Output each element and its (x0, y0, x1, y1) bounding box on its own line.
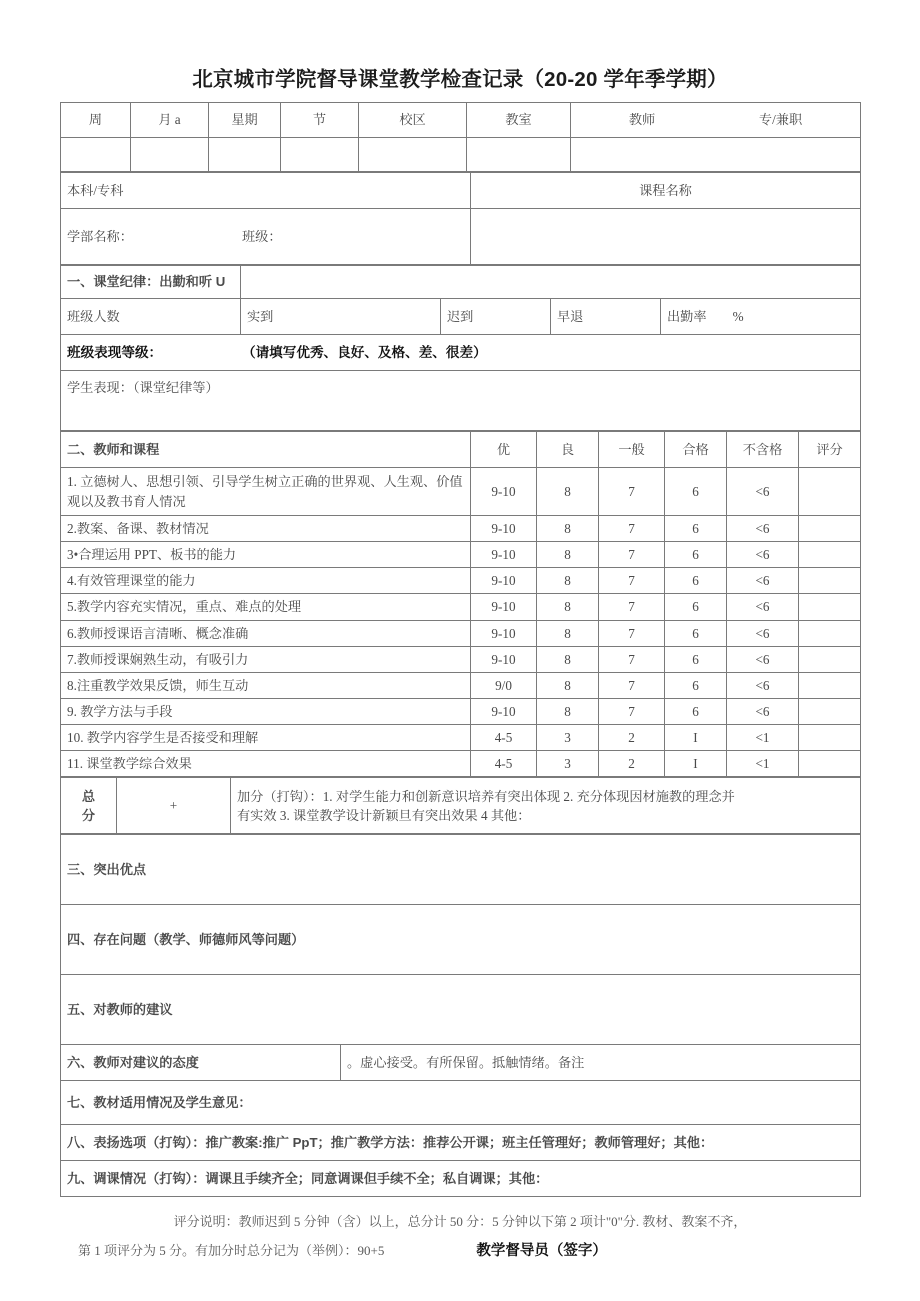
basic-info-value-row (61, 138, 861, 172)
section-five-heading: 五、对教师的建议 (61, 975, 861, 1045)
criterion-3-score-input[interactable] (799, 542, 861, 568)
criterion-8-score-input[interactable] (799, 672, 861, 698)
criterion-9-score-input[interactable] (799, 698, 861, 724)
criterion-9-fail: <6 (727, 698, 799, 724)
criterion-10-average: 2 (599, 725, 665, 751)
class-label: 班级： (242, 228, 282, 244)
criterion-9-average: 7 (599, 698, 665, 724)
table-row (61, 751, 861, 777)
basic-info-header-row (61, 103, 861, 138)
criterion-6-pass: 6 (665, 620, 727, 646)
criterion-3-fail: <6 (727, 542, 799, 568)
early-leave-label: 早退 (551, 299, 661, 335)
attendance-rate-unit: % (732, 308, 744, 324)
criterion-9-pass: 6 (665, 698, 727, 724)
criterion-7-pass: 6 (665, 646, 727, 672)
value-month[interactable] (131, 138, 209, 172)
table-row (61, 672, 861, 698)
criterion-11-pass: I (665, 751, 727, 777)
section-one-heading-row (61, 266, 861, 299)
section-four-row[interactable] (61, 905, 861, 975)
criterion-6-good: 8 (537, 620, 599, 646)
criterion-11-fail: <1 (727, 751, 799, 777)
degree-type-label: 本科/专科 (61, 173, 471, 209)
bonus-line-2: 有实效 3. 课堂教学设计新颖旦有突出效果 4 其他： (237, 807, 531, 823)
criterion-6-score-input[interactable] (799, 620, 861, 646)
scoring-note-line-1: 评分说明：教师迟到 5 分钟（含）以上，总分计 50 分：5 分钟以下第 2 项计"0"分. 教材、教案不齐， (173, 1214, 747, 1230)
criterion-3-average: 7 (599, 542, 665, 568)
column-score: 评分 (799, 432, 861, 468)
course-name-label: 课程名称 (471, 173, 861, 209)
criterion-1-score-input[interactable] (799, 468, 861, 516)
header-employment-type: 专/兼职 (758, 112, 803, 128)
section-one-heading-blank[interactable] (241, 266, 861, 299)
column-average: 一般 (599, 432, 665, 468)
criterion-4-pass: 6 (665, 568, 727, 594)
basic-info-table (60, 102, 861, 172)
criterion-2-pass: 6 (665, 516, 727, 542)
column-good: 良 (537, 432, 599, 468)
criterion-2-average: 7 (599, 516, 665, 542)
total-score-label-line1: 总 (81, 788, 96, 804)
criterion-4: 4.有效管理课堂的能力 (61, 568, 471, 594)
bonus-options-cell[interactable] (231, 778, 861, 834)
criterion-1-pass: 6 (665, 468, 727, 516)
section-six-options[interactable]: 。虚心接受。有所保留。抵触情绪。备注 (341, 1045, 861, 1081)
section-two-heading: 二、教师和课程 (61, 432, 471, 468)
header-campus: 校区 (359, 103, 467, 138)
criterion-6-excellent: 9-10 (471, 620, 537, 646)
criterion-4-average: 7 (599, 568, 665, 594)
header-classroom: 教室 (467, 103, 571, 138)
value-campus[interactable] (359, 138, 467, 172)
criterion-9-good: 8 (537, 698, 599, 724)
criterion-7: 7.教师授课娴熟生动，有吸引力 (61, 646, 471, 672)
table-row (61, 698, 861, 724)
value-week[interactable] (61, 138, 131, 172)
criterion-5-pass: 6 (665, 594, 727, 620)
total-score-label-line2: 分 (81, 807, 96, 823)
criterion-10-excellent: 4-5 (471, 725, 537, 751)
section-seven-row[interactable] (61, 1081, 861, 1125)
section-six-row (61, 1045, 861, 1081)
criterion-1-average: 7 (599, 468, 665, 516)
table-row (61, 646, 861, 672)
criterion-3-excellent: 9-10 (471, 542, 537, 568)
value-classroom[interactable] (467, 138, 571, 172)
column-pass: 合格 (665, 432, 727, 468)
scoring-note-line-2: 第 1 项评分为 5 分。有加分时总分记为（举例）：90+5 (78, 1242, 385, 1258)
table-row (61, 468, 861, 516)
section-nine-heading: 九、调课情况（打钩）：调课且手续齐全；同意调课但手续不全；私自调课；其他： (61, 1161, 861, 1197)
criterion-6-fail: <6 (727, 620, 799, 646)
header-teacher: 教师 (628, 112, 656, 128)
criterion-4-score-input[interactable] (799, 568, 861, 594)
section-four-heading: 四、存在问题（教学、师德师风等问题） (61, 905, 861, 975)
course-name-value[interactable] (471, 209, 861, 265)
section-one-heading: 一、课堂纪律：出勤和听 U (61, 266, 241, 299)
criterion-9-excellent: 9-10 (471, 698, 537, 724)
course-info-table (60, 172, 861, 265)
criterion-7-score-input[interactable] (799, 646, 861, 672)
department-class-cell[interactable] (61, 209, 471, 265)
criterion-5-excellent: 9-10 (471, 594, 537, 620)
criterion-10: 10. 教学内容学生是否接受和理解 (61, 725, 471, 751)
criterion-6: 6.教师授课语言清晰、概念准确 (61, 620, 471, 646)
criterion-8-pass: 6 (665, 672, 727, 698)
criterion-4-good: 8 (537, 568, 599, 594)
degree-course-row (61, 173, 861, 209)
criterion-5-score-input[interactable] (799, 594, 861, 620)
section-one-table (60, 265, 861, 431)
criterion-2-fail: <6 (727, 516, 799, 542)
criterion-8-fail: <6 (727, 672, 799, 698)
section-eight-row[interactable] (61, 1125, 861, 1161)
criterion-9: 9. 教学方法与手段 (61, 698, 471, 724)
value-teacher-employment[interactable] (571, 138, 861, 172)
table-row (61, 725, 861, 751)
criterion-8-excellent: 9/0 (471, 672, 537, 698)
criterion-8: 8.注重教学效果反馈，师生互动 (61, 672, 471, 698)
criterion-3-pass: 6 (665, 542, 727, 568)
criterion-11-average: 2 (599, 751, 665, 777)
column-fail: 不含格 (727, 432, 799, 468)
late-label: 迟到 (441, 299, 551, 335)
criterion-5-good: 8 (537, 594, 599, 620)
total-score-label (61, 778, 117, 834)
criterion-1-good: 8 (537, 468, 599, 516)
criterion-8-good: 8 (537, 672, 599, 698)
criterion-5: 5.教学内容充实情况，重点、难点的处理 (61, 594, 471, 620)
page-title: 北京城市学院督导课堂教学检查记录（20-20 学年季学期） (192, 68, 728, 91)
criterion-4-excellent: 9-10 (471, 568, 537, 594)
section-eight-heading: 八、表扬选项（打钩）：推广教案:推广 PpT；推广教学方法：推荐公开课；班主任管理好；教师管理好；其他： (61, 1125, 861, 1161)
department-class-row (61, 209, 861, 265)
header-month: 月 a (131, 103, 209, 138)
criterion-2-score-input[interactable] (799, 516, 861, 542)
total-score-input[interactable]: + (117, 778, 231, 834)
criterion-7-excellent: 9-10 (471, 646, 537, 672)
section-three-heading: 三、突出优点 (61, 835, 861, 905)
section-nine-row[interactable] (61, 1161, 861, 1197)
criterion-4-fail: <6 (727, 568, 799, 594)
value-period[interactable] (281, 138, 359, 172)
total-score-row (61, 778, 861, 834)
header-teacher-employment (571, 103, 861, 138)
table-row (61, 568, 861, 594)
class-size-label: 班级人数 (61, 299, 241, 335)
footer-note (60, 1208, 860, 1266)
student-behavior-row[interactable] (61, 371, 861, 431)
section-five-row[interactable] (61, 975, 861, 1045)
section-seven-heading: 七、教材适用情况及学生意见： (61, 1081, 861, 1125)
class-grade-cell[interactable] (61, 335, 861, 371)
criterion-3-good: 8 (537, 542, 599, 568)
table-row (61, 516, 861, 542)
header-period: 节 (281, 103, 359, 138)
criterion-1-fail: <6 (727, 468, 799, 516)
criterion-7-good: 8 (537, 646, 599, 672)
class-grade-hint: （请填写优秀、良好、及格、差、很差） (242, 344, 487, 360)
criterion-10-fail: <1 (727, 725, 799, 751)
column-excellent: 优 (471, 432, 537, 468)
header-week: 周 (61, 103, 131, 138)
footer-bottom-line (60, 1236, 860, 1266)
sections-table (60, 834, 861, 1197)
value-weekday[interactable] (209, 138, 281, 172)
criterion-11-excellent: 4-5 (471, 751, 537, 777)
criterion-10-pass: I (665, 725, 727, 751)
class-grade-label: 班级表现等级： (67, 344, 163, 360)
section-two-table (60, 431, 861, 777)
table-row (61, 594, 861, 620)
section-two-header-row (61, 432, 861, 468)
criterion-2: 2.教案、备课、教材情况 (61, 516, 471, 542)
attendance-rate-label: 出勤率 (667, 308, 707, 324)
criterion-10-good: 3 (537, 725, 599, 751)
header-weekday: 星期 (209, 103, 281, 138)
criterion-1: 1. 立德树人、思想引领、引导学生树立正确的世界观、人生观、价值观以及教书育人情况 (61, 468, 471, 516)
actual-attendance-label: 实到 (241, 299, 441, 335)
table-row (61, 620, 861, 646)
class-grade-row (61, 335, 861, 371)
student-behavior-label: 学生表现：（课堂纪律等） (61, 371, 861, 431)
criterion-11-score-input[interactable] (799, 751, 861, 777)
criterion-11-good: 3 (537, 751, 599, 777)
section-three-row[interactable] (61, 835, 861, 905)
supervisor-signature-label: 教学督导员（签字） (476, 1242, 607, 1259)
attendance-rate-cell (661, 299, 861, 335)
criterion-10-score-input[interactable] (799, 725, 861, 751)
department-label: 学部名称： (67, 228, 133, 244)
criterion-8-average: 7 (599, 672, 665, 698)
criterion-5-fail: <6 (727, 594, 799, 620)
criterion-2-good: 8 (537, 516, 599, 542)
criterion-5-average: 7 (599, 594, 665, 620)
criterion-7-average: 7 (599, 646, 665, 672)
table-row (61, 542, 861, 568)
attendance-label-row (61, 299, 861, 335)
criterion-2-excellent: 9-10 (471, 516, 537, 542)
criterion-1-excellent: 9-10 (471, 468, 537, 516)
criterion-7-fail: <6 (727, 646, 799, 672)
total-score-table (60, 777, 861, 834)
criterion-6-average: 7 (599, 620, 665, 646)
bonus-line-1: 加分（打钩）：1. 对学生能力和创新意识培养有突出体现 2. 充分体现因材施教的理念并 (237, 788, 735, 804)
section-six-heading: 六、教师对建议的态度 (61, 1045, 341, 1081)
criterion-3: 3•合理运用 PPT、板书的能力 (61, 542, 471, 568)
criterion-11: 11. 课堂教学综合效果 (61, 751, 471, 777)
